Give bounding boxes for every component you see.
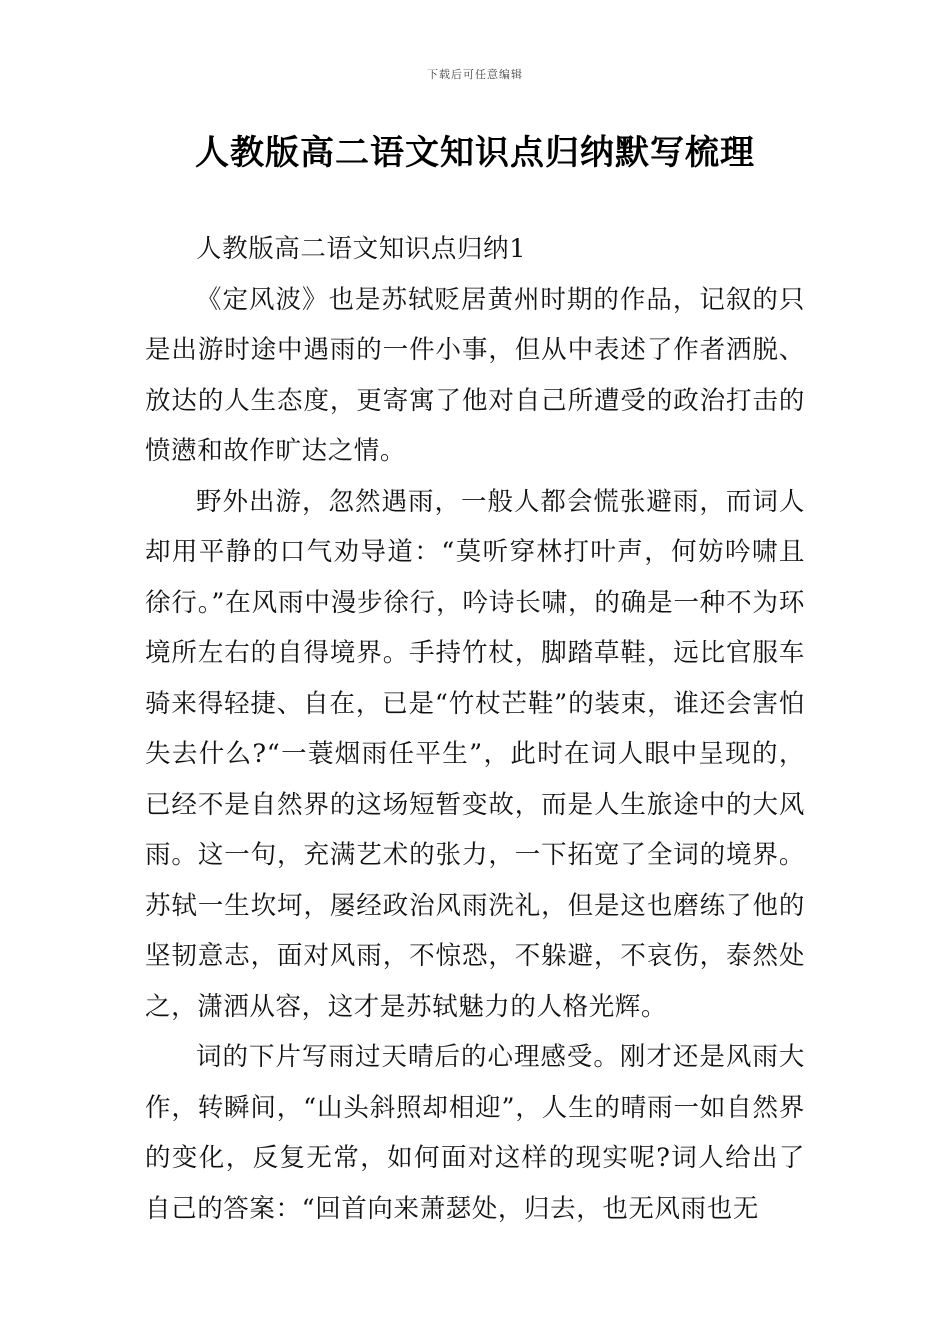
paragraph-1: 《定风波》也是苏轼贬居黄州时期的作品，记叙的只是出游时途中遇雨的一件小事，但从中表述了作者洒脱、放达的人生态度，更寄寓了他对自己所遭受的政治打击的愤懑和故作旷达之情。 bbox=[145, 284, 805, 466]
document-title: 人教版高二语文知识点归纳默写梳理 bbox=[195, 133, 755, 173]
header-note: 下载后可任意编辑 bbox=[427, 68, 523, 81]
paragraph-3: 词的下片写雨过天晴后的心理感受。刚才还是风雨大作，转瞬间，“山头斜照却相迎”，人生的晴雨一如自然界的变化，反复无常，如何面对这样的现实呢?词人给出了自己的答案：“回首向来萧瑟处，归去，也无风雨也无 bbox=[145, 1042, 805, 1224]
section-heading: 人教版高二语文知识点归纳1 bbox=[196, 234, 527, 264]
paragraph-2: 野外出游，忽然遇雨，一般人都会慌张避雨，而词人却用平静的口气劝导道：“莫听穿林打叶声，何妨吟啸且徐行。”在风雨中漫步徐行，吟诗长啸，的确是一种不为环境所左右的自得境界。手持竹杖，脚踏草鞋，远比官服车骑来得轻捷、自在，已是“竹杖芒鞋”的装束，谁还会害怕失去什么?“一蓑烟雨任平生”，此时在词人眼中呈现的，已经不是自然界的这场短暂变故，而是人生旅途中的大风雨。这一句，充满艺术的张力，一下拓宽了全词的境界。苏轼一生坎坷，屡经政治风雨洗礼，但是这也磨练了他的坚韧意志，面对风雨，不惊恐，不躲避，不哀伤，泰然处之，潇洒从容，这才是苏轼魅力的人格光辉。 bbox=[145, 486, 805, 1022]
document-body bbox=[145, 224, 805, 1234]
